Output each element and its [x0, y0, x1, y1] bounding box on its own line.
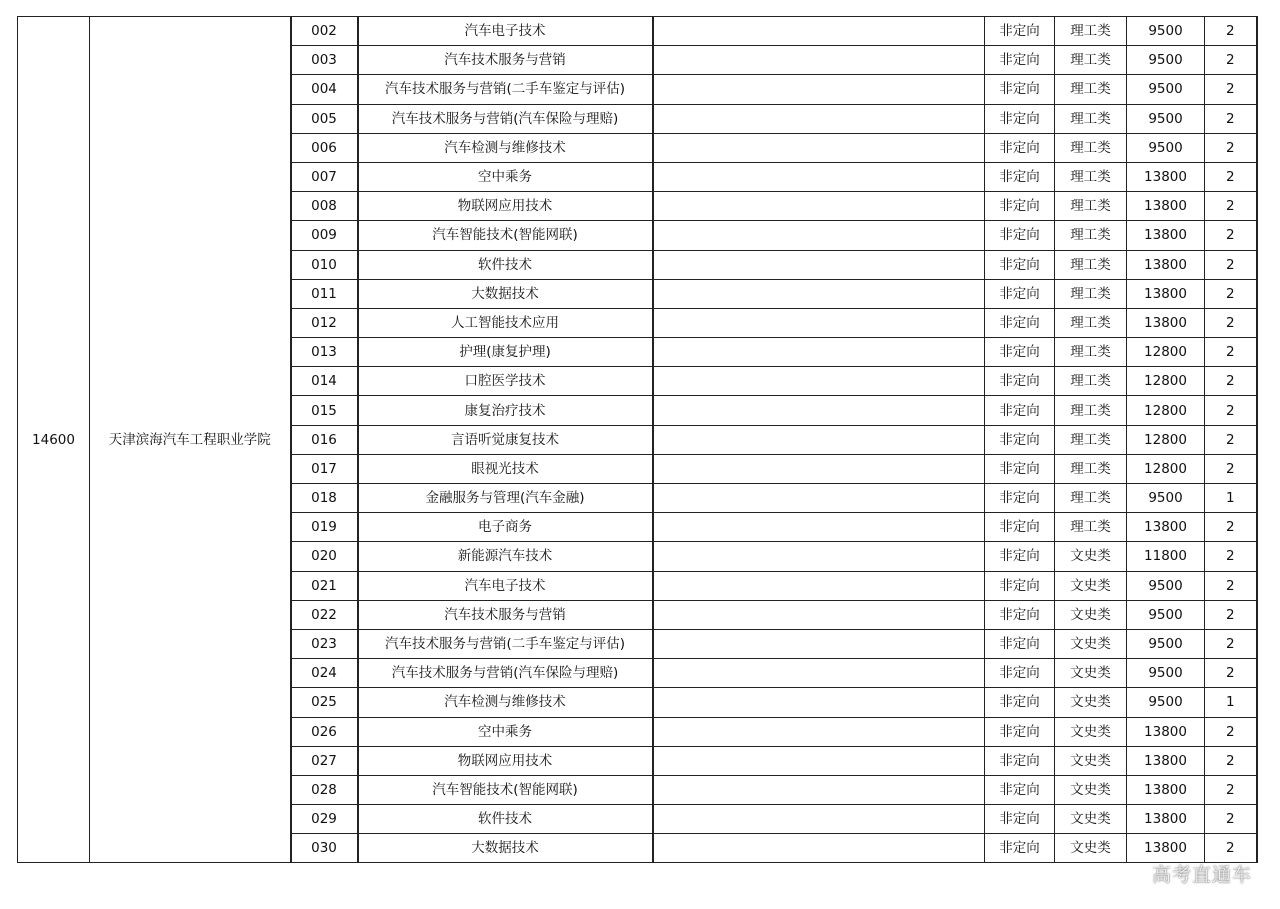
- enrollment-direction: 非定向: [985, 775, 1055, 804]
- major-note: [653, 746, 985, 775]
- study-duration: 2: [1205, 162, 1257, 191]
- major-name: 汽车技术服务与营销(二手车鉴定与评估): [358, 75, 653, 104]
- major-code: 022: [291, 600, 358, 629]
- subject-category: 文史类: [1055, 834, 1127, 863]
- subject-category: 理工类: [1055, 75, 1127, 104]
- major-note: [653, 308, 985, 337]
- major-name: 软件技术: [358, 250, 653, 279]
- study-duration: 2: [1205, 542, 1257, 571]
- study-duration: 2: [1205, 279, 1257, 308]
- enrollment-direction: 非定向: [985, 133, 1055, 162]
- major-code: 018: [291, 484, 358, 513]
- major-note: [653, 513, 985, 542]
- subject-category: 文史类: [1055, 746, 1127, 775]
- major-note: [653, 396, 985, 425]
- study-duration: 2: [1205, 338, 1257, 367]
- major-code: 017: [291, 454, 358, 483]
- major-note: [653, 75, 985, 104]
- subject-category: 理工类: [1055, 17, 1127, 46]
- tuition-fee: 9500: [1127, 571, 1205, 600]
- major-code: 021: [291, 571, 358, 600]
- major-code: 004: [291, 75, 358, 104]
- subject-category: 理工类: [1055, 221, 1127, 250]
- table-row: [18, 17, 1257, 46]
- study-duration: 2: [1205, 308, 1257, 337]
- study-duration: 2: [1205, 75, 1257, 104]
- major-name: 汽车检测与维修技术: [358, 133, 653, 162]
- tuition-fee: 9500: [1127, 104, 1205, 133]
- major-code: 014: [291, 367, 358, 396]
- enrollment-plan-table: [17, 16, 1258, 863]
- enrollment-direction: 非定向: [985, 805, 1055, 834]
- study-duration: 2: [1205, 746, 1257, 775]
- major-name: 人工智能技术应用: [358, 308, 653, 337]
- major-name: 口腔医学技术: [358, 367, 653, 396]
- major-code: 027: [291, 746, 358, 775]
- tuition-fee: 13800: [1127, 192, 1205, 221]
- study-duration: 2: [1205, 659, 1257, 688]
- major-note: [653, 104, 985, 133]
- major-name: 护理(康复护理): [358, 338, 653, 367]
- tuition-fee: 13800: [1127, 717, 1205, 746]
- subject-category: 文史类: [1055, 775, 1127, 804]
- major-code: 016: [291, 425, 358, 454]
- major-note: [653, 805, 985, 834]
- major-name: 眼视光技术: [358, 454, 653, 483]
- major-name: 新能源汽车技术: [358, 542, 653, 571]
- major-note: [653, 571, 985, 600]
- tuition-fee: 12800: [1127, 367, 1205, 396]
- major-name: 康复治疗技术: [358, 396, 653, 425]
- study-duration: 2: [1205, 221, 1257, 250]
- major-note: [653, 162, 985, 191]
- tuition-fee: 12800: [1127, 396, 1205, 425]
- tuition-fee: 12800: [1127, 338, 1205, 367]
- tuition-fee: 13800: [1127, 221, 1205, 250]
- major-code: 026: [291, 717, 358, 746]
- enrollment-direction: 非定向: [985, 75, 1055, 104]
- enrollment-direction: 非定向: [985, 454, 1055, 483]
- tuition-fee: 9500: [1127, 17, 1205, 46]
- major-name: 汽车技术服务与营销: [358, 46, 653, 75]
- major-note: [653, 279, 985, 308]
- study-duration: 1: [1205, 688, 1257, 717]
- enrollment-direction: 非定向: [985, 279, 1055, 308]
- enrollment-direction: 非定向: [985, 484, 1055, 513]
- major-note: [653, 659, 985, 688]
- major-note: [653, 717, 985, 746]
- major-code: 015: [291, 396, 358, 425]
- enrollment-direction: 非定向: [985, 162, 1055, 191]
- major-code: 010: [291, 250, 358, 279]
- major-note: [653, 192, 985, 221]
- enrollment-direction: 非定向: [985, 104, 1055, 133]
- subject-category: 文史类: [1055, 600, 1127, 629]
- tuition-fee: 13800: [1127, 805, 1205, 834]
- subject-category: 理工类: [1055, 46, 1127, 75]
- major-note: [653, 775, 985, 804]
- tuition-fee: 13800: [1127, 834, 1205, 863]
- major-code: 019: [291, 513, 358, 542]
- tuition-fee: 9500: [1127, 600, 1205, 629]
- subject-category: 理工类: [1055, 396, 1127, 425]
- major-code: 002: [291, 17, 358, 46]
- major-code: 006: [291, 133, 358, 162]
- major-note: [653, 46, 985, 75]
- major-name: 空中乘务: [358, 162, 653, 191]
- major-note: [653, 629, 985, 658]
- major-code: 029: [291, 805, 358, 834]
- enrollment-direction: 非定向: [985, 717, 1055, 746]
- enrollment-direction: 非定向: [985, 17, 1055, 46]
- enrollment-direction: 非定向: [985, 338, 1055, 367]
- tuition-fee: 9500: [1127, 133, 1205, 162]
- major-note: [653, 133, 985, 162]
- tuition-fee: 9500: [1127, 46, 1205, 75]
- major-name: 汽车技术服务与营销(二手车鉴定与评估): [358, 629, 653, 658]
- major-name: 物联网应用技术: [358, 746, 653, 775]
- tuition-fee: 12800: [1127, 454, 1205, 483]
- school-code: 14600: [18, 17, 90, 863]
- major-code: 009: [291, 221, 358, 250]
- subject-category: 理工类: [1055, 192, 1127, 221]
- subject-category: 理工类: [1055, 250, 1127, 279]
- tuition-fee: 13800: [1127, 775, 1205, 804]
- study-duration: 2: [1205, 396, 1257, 425]
- enrollment-direction: 非定向: [985, 46, 1055, 75]
- major-name: 软件技术: [358, 805, 653, 834]
- tuition-fee: 9500: [1127, 75, 1205, 104]
- major-note: [653, 454, 985, 483]
- major-name: 空中乘务: [358, 717, 653, 746]
- major-name: 汽车智能技术(智能网联): [358, 775, 653, 804]
- subject-category: 文史类: [1055, 688, 1127, 717]
- major-note: [653, 367, 985, 396]
- major-name: 物联网应用技术: [358, 192, 653, 221]
- subject-category: 文史类: [1055, 805, 1127, 834]
- major-note: [653, 688, 985, 717]
- enrollment-direction: 非定向: [985, 834, 1055, 863]
- study-duration: 2: [1205, 104, 1257, 133]
- watermark-text: 高考直通车: [1151, 864, 1252, 886]
- tuition-fee: 13800: [1127, 308, 1205, 337]
- subject-category: 理工类: [1055, 454, 1127, 483]
- tuition-fee: 12800: [1127, 425, 1205, 454]
- enrollment-direction: 非定向: [985, 396, 1055, 425]
- major-note: [653, 484, 985, 513]
- table-body: [18, 17, 1257, 863]
- major-code: 007: [291, 162, 358, 191]
- tuition-fee: 13800: [1127, 746, 1205, 775]
- tuition-fee: 9500: [1127, 629, 1205, 658]
- major-name: 汽车电子技术: [358, 17, 653, 46]
- enrollment-direction: 非定向: [985, 659, 1055, 688]
- tuition-fee: 9500: [1127, 659, 1205, 688]
- major-name: 大数据技术: [358, 834, 653, 863]
- major-code: 020: [291, 542, 358, 571]
- major-note: [653, 221, 985, 250]
- enrollment-direction: 非定向: [985, 425, 1055, 454]
- major-name: 汽车检测与维修技术: [358, 688, 653, 717]
- study-duration: 2: [1205, 192, 1257, 221]
- major-name: 大数据技术: [358, 279, 653, 308]
- major-name: 汽车智能技术(智能网联): [358, 221, 653, 250]
- enrollment-direction: 非定向: [985, 367, 1055, 396]
- enrollment-direction: 非定向: [985, 571, 1055, 600]
- study-duration: 1: [1205, 484, 1257, 513]
- enrollment-direction: 非定向: [985, 308, 1055, 337]
- subject-category: 理工类: [1055, 279, 1127, 308]
- study-duration: 2: [1205, 46, 1257, 75]
- subject-category: 文史类: [1055, 629, 1127, 658]
- study-duration: 2: [1205, 17, 1257, 46]
- subject-category: 理工类: [1055, 513, 1127, 542]
- subject-category: 理工类: [1055, 367, 1127, 396]
- study-duration: 2: [1205, 250, 1257, 279]
- subject-category: 理工类: [1055, 484, 1127, 513]
- major-code: 024: [291, 659, 358, 688]
- major-note: [653, 338, 985, 367]
- subject-category: 文史类: [1055, 659, 1127, 688]
- major-code: 011: [291, 279, 358, 308]
- major-code: 008: [291, 192, 358, 221]
- tuition-fee: 13800: [1127, 513, 1205, 542]
- study-duration: 2: [1205, 600, 1257, 629]
- major-note: [653, 834, 985, 863]
- major-code: 023: [291, 629, 358, 658]
- subject-category: 理工类: [1055, 308, 1127, 337]
- study-duration: 2: [1205, 629, 1257, 658]
- major-code: 030: [291, 834, 358, 863]
- major-name: 金融服务与管理(汽车金融): [358, 484, 653, 513]
- tuition-fee: 9500: [1127, 688, 1205, 717]
- subject-category: 文史类: [1055, 717, 1127, 746]
- major-note: [653, 250, 985, 279]
- major-note: [653, 425, 985, 454]
- study-duration: 2: [1205, 834, 1257, 863]
- major-name: 汽车技术服务与营销: [358, 600, 653, 629]
- study-duration: 2: [1205, 571, 1257, 600]
- subject-category: 理工类: [1055, 338, 1127, 367]
- major-code: 028: [291, 775, 358, 804]
- major-name: 言语听觉康复技术: [358, 425, 653, 454]
- major-code: 012: [291, 308, 358, 337]
- subject-category: 理工类: [1055, 425, 1127, 454]
- subject-category: 文史类: [1055, 542, 1127, 571]
- major-note: [653, 542, 985, 571]
- study-duration: 2: [1205, 513, 1257, 542]
- study-duration: 2: [1205, 133, 1257, 162]
- study-duration: 2: [1205, 425, 1257, 454]
- enrollment-direction: 非定向: [985, 600, 1055, 629]
- enrollment-direction: 非定向: [985, 629, 1055, 658]
- tuition-fee: 11800: [1127, 542, 1205, 571]
- major-name: 汽车技术服务与营销(汽车保险与理赔): [358, 659, 653, 688]
- enrollment-direction: 非定向: [985, 688, 1055, 717]
- major-code: 005: [291, 104, 358, 133]
- enrollment-direction: 非定向: [985, 513, 1055, 542]
- study-duration: 2: [1205, 805, 1257, 834]
- major-name: 电子商务: [358, 513, 653, 542]
- major-code: 013: [291, 338, 358, 367]
- enrollment-direction: 非定向: [985, 192, 1055, 221]
- subject-category: 理工类: [1055, 162, 1127, 191]
- subject-category: 理工类: [1055, 133, 1127, 162]
- major-note: [653, 17, 985, 46]
- study-duration: 2: [1205, 717, 1257, 746]
- study-duration: 2: [1205, 775, 1257, 804]
- enrollment-direction: 非定向: [985, 221, 1055, 250]
- enrollment-direction: 非定向: [985, 542, 1055, 571]
- major-code: 025: [291, 688, 358, 717]
- major-code: 003: [291, 46, 358, 75]
- tuition-fee: 9500: [1127, 484, 1205, 513]
- major-note: [653, 600, 985, 629]
- major-name: 汽车技术服务与营销(汽车保险与理赔): [358, 104, 653, 133]
- subject-category: 理工类: [1055, 104, 1127, 133]
- major-name: 汽车电子技术: [358, 571, 653, 600]
- enrollment-direction: 非定向: [985, 250, 1055, 279]
- school-name: 天津滨海汽车工程职业学院: [90, 17, 291, 863]
- tuition-fee: 13800: [1127, 162, 1205, 191]
- study-duration: 2: [1205, 367, 1257, 396]
- study-duration: 2: [1205, 454, 1257, 483]
- subject-category: 文史类: [1055, 571, 1127, 600]
- tuition-fee: 13800: [1127, 250, 1205, 279]
- enrollment-direction: 非定向: [985, 746, 1055, 775]
- tuition-fee: 13800: [1127, 279, 1205, 308]
